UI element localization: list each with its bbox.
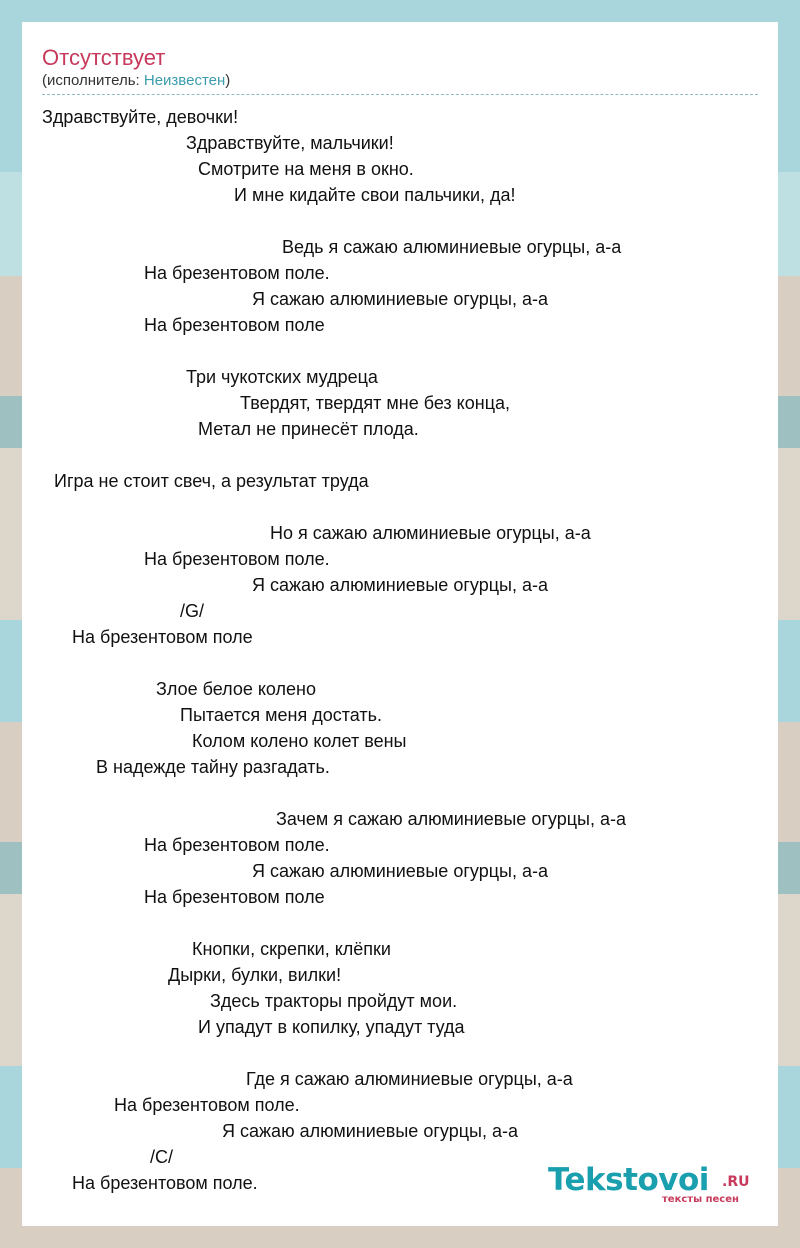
lyric-line: Кнопки, скрепки, клёпки	[192, 939, 391, 959]
lyric-line: Пытается меня достать.	[180, 705, 382, 725]
lyric-line: И мне кидайте свои пальчики, да!	[234, 185, 516, 205]
lyric-line: Я сажаю алюминиевые огурцы, а-а	[252, 861, 548, 881]
lyric-line: Смотрите на меня в окно.	[198, 159, 414, 179]
lyric-line: На брезентовом поле.	[114, 1095, 300, 1115]
tekstovoi-logo[interactable]	[548, 1162, 758, 1206]
lyric-line: Но я сажаю алюминиевые огурцы, а-а	[270, 523, 591, 543]
lyric-line: Здравствуйте, девочки!	[42, 107, 239, 127]
lyric-line: Злое белое колено	[156, 679, 317, 699]
lyric-line: Твердят, твердят мне без конца,	[240, 393, 511, 413]
logo-brand-text: Tekstovoi	[548, 1162, 709, 1198]
lyrics-body	[22, 22, 778, 1226]
lyrics-card	[22, 22, 778, 1226]
lyric-line: На брезентовом поле	[144, 315, 325, 335]
lyric-line: Я сажаю алюминиевые огурцы, а-а	[252, 575, 548, 595]
lyric-line: Я сажаю алюминиевые огурцы, а-а	[252, 289, 548, 309]
lyric-line: Здесь тракторы пройдут мои.	[210, 991, 458, 1011]
artist-link[interactable]: Неизвестен	[143, 72, 226, 89]
lyric-line: Ведь я сажаю алюминиевые огурцы, а-а	[282, 237, 622, 257]
artist-suffix: )	[225, 72, 231, 89]
chord-label: /C/	[150, 1147, 174, 1167]
artist-prefix: (исполнитель:	[42, 72, 144, 89]
lyric-line: На брезентовом поле.	[144, 549, 330, 569]
lyric-line: Зачем я сажаю алюминиевые огурцы, а-а	[276, 809, 626, 829]
lyric-line: Метал не принесёт плода.	[198, 419, 419, 439]
lyric-line: Колом колено колет вены	[192, 731, 407, 751]
lyric-line: В надежде тайну разгадать.	[96, 757, 330, 777]
logo-tld-text: .RU	[722, 1174, 750, 1190]
lyric-line: Здравствуйте, мальчики!	[186, 133, 394, 153]
lyric-line: Я сажаю алюминиевые огурцы, а-а	[222, 1121, 518, 1141]
lyric-line: Дырки, булки, вилки!	[168, 965, 342, 985]
lyric-line: На брезентовом поле.	[72, 1173, 258, 1193]
lyric-line: На брезентовом поле.	[144, 263, 330, 283]
lyric-line: На брезентовом поле	[144, 887, 325, 907]
song-title: Отсутствует	[42, 45, 166, 70]
logo-tagline: тексты песен	[662, 1194, 739, 1205]
chord-label: /G/	[180, 601, 205, 621]
lyric-line: На брезентовом поле.	[144, 835, 330, 855]
lyric-line: Игра не стоит свеч, а результат труда	[54, 471, 369, 491]
lyric-line: На брезентовом поле	[72, 627, 253, 647]
lyric-line: Где я сажаю алюминиевые огурцы, а-а	[246, 1069, 573, 1089]
lyric-line: Три чукотских мудреца	[186, 367, 378, 387]
lyric-line: И упадут в копилку, упадут туда	[198, 1017, 465, 1037]
